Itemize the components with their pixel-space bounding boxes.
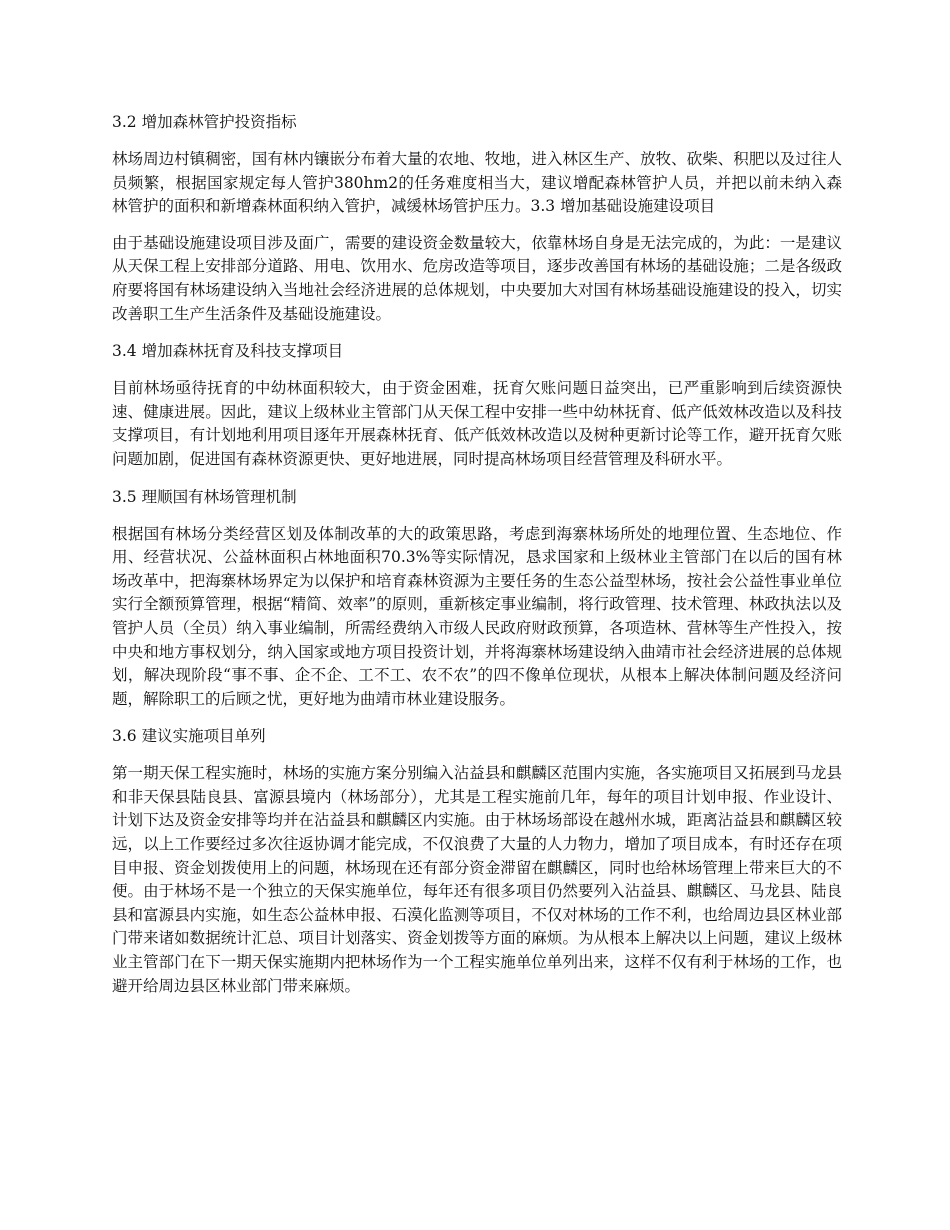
section-paragraph-3-4: 目前林场亟待抚育的中幼林面积较大，由于资金困难，抚育欠账问题日益突出，已严重影响到后续资源快速、健康进展。因此，建议上级林业主管部门从天保工程中安排一些中幼林抚育、低产低效林改造以及科技支撑项目，有计划地利用项目逐年开展森林抚育、低产低效林改造以及树种更新讨论等工作，避开抚育欠账问题加剧，促进国有森林资源更快、更好地进展，同时提高林场项目经营管理及科研水平。: [112, 379, 842, 468]
section-heading-3-5: 3.5 理顺国有林场管理机制: [112, 487, 297, 506]
paragraph-text: 林场周边村镇稠密，国有林内镶嵌分布着大量的农地、牧地，进入林区生产、放牧、砍柴、积肥以及过往人员频繁，根据国家规定每人管护380hm2的任务难度相当大，建议增配森林管护人员，并把以前未纳入森林管护的面积和新增森林面积纳入管护，减缓林场管护压力。: [112, 150, 842, 216]
section-heading-3-6: 3.6 建议实施项目单列: [112, 727, 266, 746]
section-heading-3-2: 3.2 增加森林管护投资指标: [112, 113, 297, 131]
section-paragraph-3-2: [112, 148, 842, 219]
section-paragraph-3-6: 第一期天保工程实施时，林场的实施方案分别编入沾益县和麒麟区范围内实施，各实施项目又拓展到马龙县和非天保县陆良县、富源县境内（林场部分），尤其是工程实施前几年，每年的项目计划申报、作业设计、计划下达及资金安排等均并在沾益县和麒麟区内实施。由于林场场部设在越州水城，距离沾益县和麒麟区较远，以上工作要经过多次往返协调才能完成，不仅浪费了大量的人力物力，增加了项目成本，有时还存在项目申报、资金划拨使用上的问题，林场现在还有部分资金滞留在麒麟区，同时也给林场管理上带来巨大的不便。由于林场不是一个独立的天保实施单位，每年还有很多项目仍然要列入沾益县、麒麟区、马龙县、陆良县和富源县内实施，如生态公益林申报、石漠化监测等项目，不仅对林场的工作不利，也给周边县区林业部门带来诸如数据统计汇总、项目计划落实、资金划拨等方面的麻烦。为从根本上解决以上问题，建议上级林业主管部门在下一期天保实施期内把林场作为一个工程实施单位单列出来，这样不仅有利于林场的工作，也避开给周边县区林业部门带来麻烦。: [112, 764, 842, 995]
section-heading-3-3: 3.3 增加基础设施建设项目: [530, 197, 716, 216]
section-paragraph-3-5: 根据国有林场分类经营区划及体制改革的大的政策思路，考虑到海寨林场所处的地理位置、生态地位、作用、经营状况、公益林面积占林地面积70.3%等实际情况，恳求国家和上级林业主管部门在以后的国有林场改革中，把海寨林场界定为以保护和培育森林资源为主要任务的生态公益型林场，按社会公益性事业单位实行全额预算管理，根据“精简、效率”的原则，重新核定事业编制，将行政管理、技术管理、林政执法以及管护人员（全员）纳入事业编制，所需经费纳入市级人民政府财政预算，各项造林、营林等生产性投入，按中央和地方事权划分，纳入国家或地方项目投资计划，并将海寨林场建设纳入曲靖市社会经济进展的总体规划，解决现阶段“事不事、企不企、工不工、农不农”的四不像单位现状，从根本上解决体制问题及经济问题，解除职工的后顾之忧，更好地为曲靖市林业建设服务。: [112, 524, 842, 708]
section-heading-3-4: 3.4 增加森林抚育及科技支撑项目: [112, 342, 344, 361]
section-paragraph-3-3: 由于基础设施建设项目涉及面广，需要的建设资金数量较大，依靠林场自身是无法完成的，为此：一是建议从天保工程上安排部分道路、用电、饮用水、危房改造等项目，逐步改善国有林场的基础设施；二是各级政府要将国有林场建设纳入当地社会经济进展的总体规划，中央要加大对国有林场基础设施建设的投入，切实改善职工生产生活条件及基础设施建设。: [112, 233, 842, 323]
document-page: [112, 110, 842, 1011]
